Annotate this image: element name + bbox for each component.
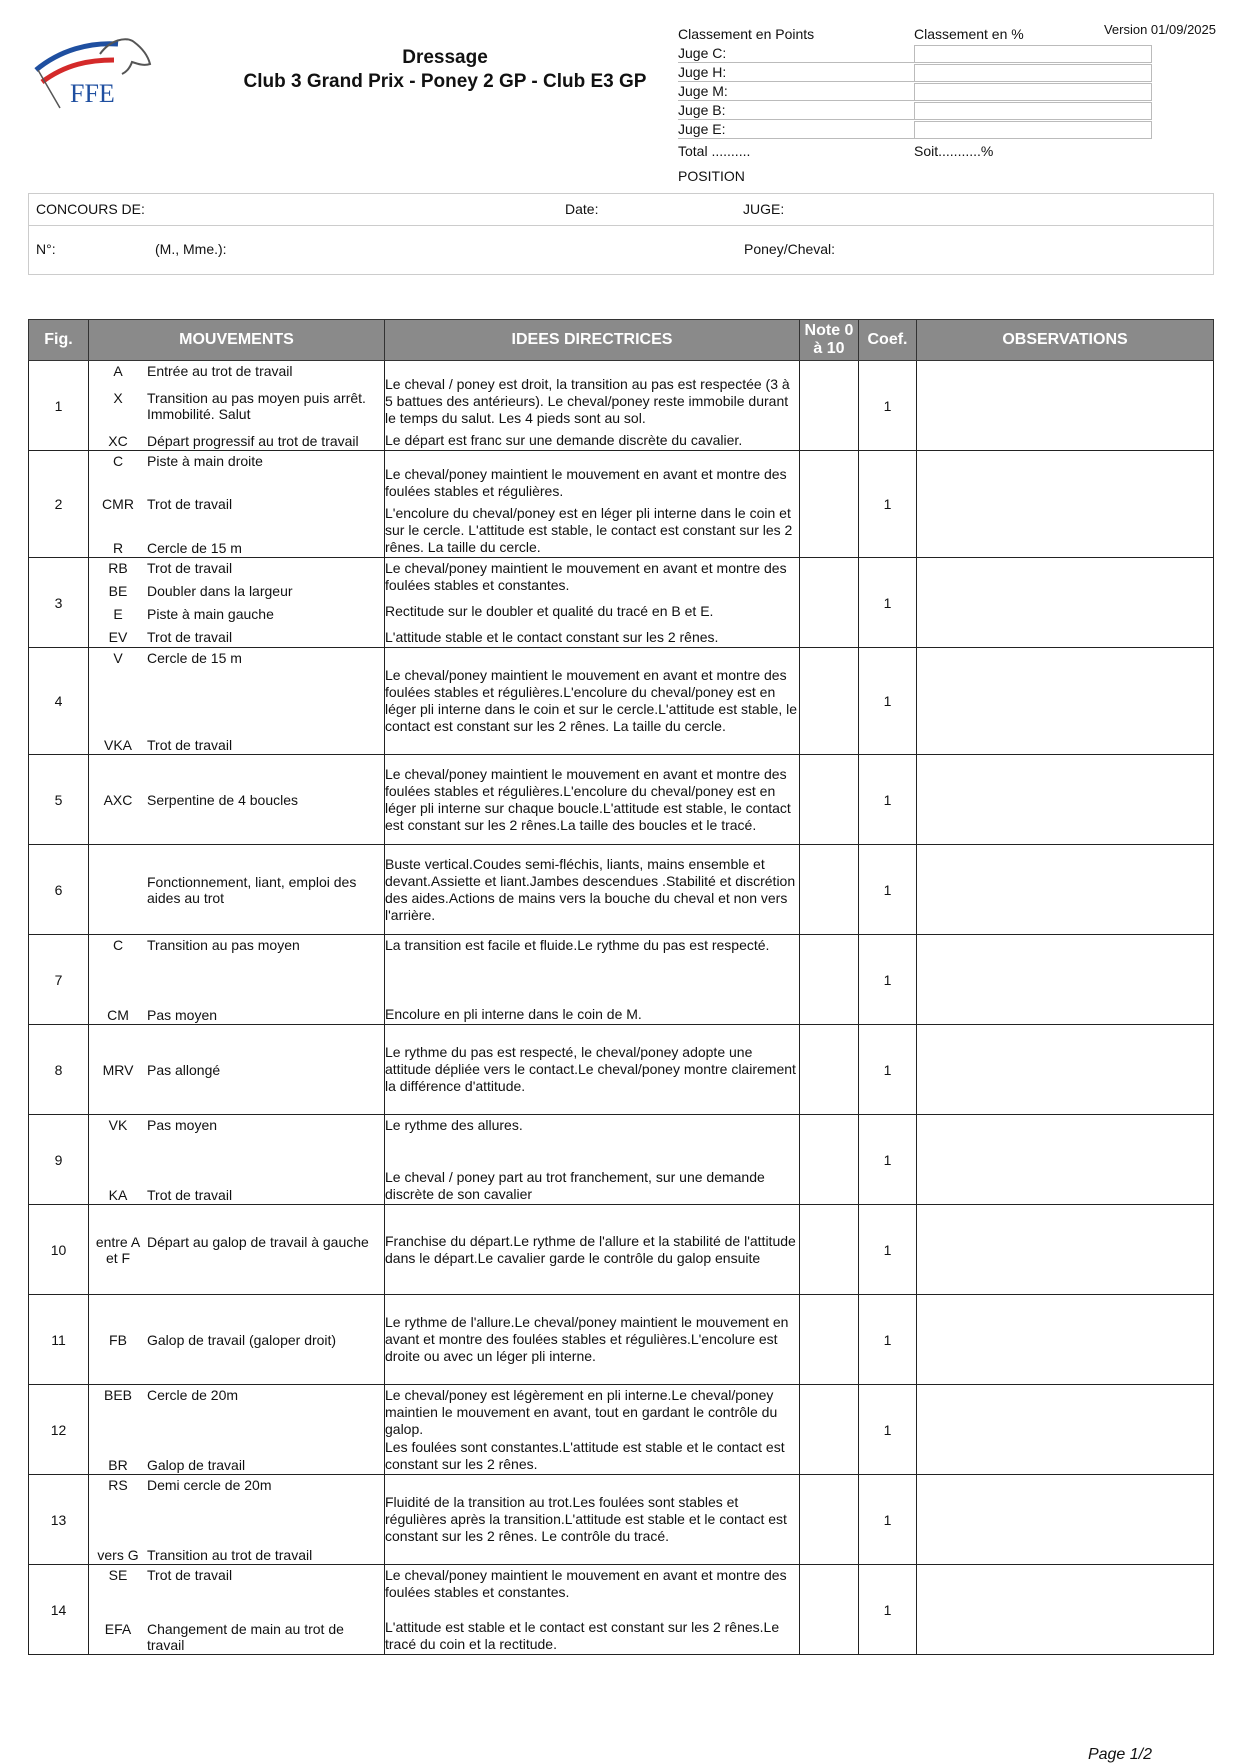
movement-line <box>89 560 384 576</box>
guidelines-cell <box>385 558 800 648</box>
guideline-text: La transition est facile et fluide.Le rythme du pas est respecté. <box>385 936 770 953</box>
arena-letters: EV <box>108 629 128 646</box>
figure-number: 9 <box>29 1115 89 1205</box>
figure-number: 7 <box>29 935 89 1025</box>
score-sheet-table <box>28 319 1214 1655</box>
arena-letters: E <box>113 606 123 623</box>
arena-letters: BE <box>108 582 128 599</box>
judge-row <box>678 44 1154 62</box>
guidelines-cell <box>385 1475 800 1565</box>
judge-percent-field[interactable] <box>914 121 1152 139</box>
note-field[interactable] <box>800 361 859 451</box>
guideline-text: Le cheval / poney part au trot franchement, sur une demande discrète de son cavalier <box>385 1168 765 1202</box>
arena-letters: C <box>112 936 124 953</box>
fig-header: Fig. <box>29 320 89 361</box>
coefficient: 1 <box>859 1565 917 1655</box>
movement-text: Cercle de 15 m <box>147 539 242 556</box>
table-row <box>29 1025 1214 1115</box>
movement-text: Changement de main au trot de travail <box>147 1620 344 1653</box>
movements-cell <box>89 1025 385 1115</box>
judge-row <box>678 63 1154 81</box>
movement-text: Piste à main droite <box>147 452 263 469</box>
arena-letters: V <box>113 649 123 666</box>
movement-text: Trot de travail <box>147 496 233 512</box>
movement-line <box>89 1477 384 1493</box>
coefficient: 1 <box>859 1115 917 1205</box>
judge-percent-field[interactable] <box>914 102 1152 120</box>
arena-letters: A <box>113 362 123 379</box>
figure-number: 10 <box>29 1205 89 1295</box>
guideline-text: Le cheval/poney maintient le mouvement en avant et montre des foulées stables et constantes. <box>385 1566 787 1600</box>
movement-text: Entrée au trot de travail <box>147 362 293 379</box>
guideline-text: L'attitude stable et le contact constant sur les 2 rênes. <box>385 628 719 645</box>
horse-logo-icon <box>30 30 160 110</box>
movements-cell <box>89 1565 385 1655</box>
title-discipline: Dressage <box>402 47 488 68</box>
arena-letters: vers G <box>97 1546 139 1563</box>
guideline-text: Le cheval/poney maintient le mouvement en avant et montre des foulées stables et régulières.L'encolure du cheval/poney est en léger pli interne sur chaque boucle.L'attitude est stable, le contact est constant sur les 2 rênes.La taille des boucles et le tracé. <box>385 765 791 833</box>
movement-line <box>89 1332 384 1348</box>
arena-letters: MRV <box>102 1061 134 1078</box>
rider-label: (M., Mme.): <box>155 241 227 257</box>
coefficient: 1 <box>859 558 917 648</box>
guidelines-cell <box>385 361 800 451</box>
table-row <box>29 1115 1214 1205</box>
arena-letters: CM <box>107 1006 129 1023</box>
judge-row <box>678 82 1154 100</box>
table-row <box>29 935 1214 1025</box>
table-row <box>29 845 1214 935</box>
movement-text: Transition au pas moyen puis arrêt. Immobilité. Salut <box>147 389 366 422</box>
movement-line <box>89 1062 384 1078</box>
coefficient: 1 <box>859 648 917 755</box>
observations-field[interactable] <box>917 1295 1214 1385</box>
movements-cell <box>89 1205 385 1295</box>
movement-line <box>89 1187 384 1203</box>
judge-percent-field[interactable] <box>914 64 1152 82</box>
movement-text: Transition au pas moyen <box>147 936 300 953</box>
movement-text: Demi cercle de 20m <box>147 1476 272 1493</box>
movement-text: Départ progressif au trot de travail <box>147 432 359 449</box>
arena-letters <box>89 874 147 906</box>
movement-text: Cercle de 20m <box>147 1386 239 1403</box>
figure-number: 1 <box>29 361 89 451</box>
guideline-text: Les foulées sont constantes.L'attitude est stable et le contact est constant sur les 2 rênes. <box>385 1438 785 1472</box>
judge-row <box>678 120 1154 138</box>
movement-text: Cercle de 15 m <box>147 649 242 666</box>
movement-text: Serpentine de 4 boucles <box>147 791 298 808</box>
figure-number: 14 <box>29 1565 89 1655</box>
guideline-text: Le cheval/poney maintient le mouvement en avant et montre des foulées stables et régulières.L'encolure du cheval/poney est en léger pli interne dans le coin et sur le cercle.L'attitude est stable, le contact est constant sur les 2 rênes. La taille du cercle. <box>385 667 798 734</box>
coefficient: 1 <box>859 755 917 845</box>
note-header: Note 0 à 10 <box>800 320 859 361</box>
movement-line <box>89 606 384 622</box>
note-field[interactable] <box>800 648 859 755</box>
movements-cell <box>89 451 385 558</box>
movement-line <box>89 874 384 906</box>
arena-letters: RB <box>108 559 128 576</box>
guidelines-cell <box>385 1025 800 1115</box>
guidelines-cell <box>385 1115 800 1205</box>
figure-number: 13 <box>29 1475 89 1565</box>
movement-text: Trot de travail <box>147 1186 233 1203</box>
movements-cell <box>89 1115 385 1205</box>
observations-field[interactable] <box>917 1205 1214 1295</box>
movements-cell <box>89 1295 385 1385</box>
movement-line <box>89 390 384 422</box>
coefficient: 1 <box>859 1475 917 1565</box>
arena-letters: EFA <box>104 1620 132 1637</box>
coefficient: 1 <box>859 1205 917 1295</box>
arena-letters: BR <box>108 1456 128 1473</box>
score-summary <box>678 26 1158 186</box>
arena-letters: FB <box>109 1331 127 1348</box>
movement-line <box>89 433 384 449</box>
arena-letters: X <box>113 389 123 406</box>
observations-field[interactable] <box>917 845 1214 935</box>
guidelines-cell <box>385 1565 800 1655</box>
number-label: N°: <box>36 241 56 257</box>
guideline-text: Rectitude sur le doubler et qualité du tracé en B et E. <box>385 602 714 619</box>
arena-letters: VKA <box>103 736 132 753</box>
guidelines-cell <box>385 1385 800 1475</box>
guideline-text: Buste vertical.Coudes semi-fléchis, liants, mains ensemble et devant.Assiette et liant.Jambes descendues .Stabilité et discrétion des aides.Actions de mains vers la bouche du cheval et non vers l'arrière. <box>385 855 796 923</box>
guideline-text: Fluidité de la transition au trot.Les foulées sont stables et régulières après la transition.L'attitude est stable et le contact est constant sur les 2 rênes. Le contrôle du tracé. <box>385 1494 787 1544</box>
movement-line <box>89 1567 384 1583</box>
movement-text: Pas allongé <box>147 1061 221 1078</box>
arena-letters: XC <box>108 432 128 449</box>
guidelines-cell <box>385 845 800 935</box>
note-field[interactable] <box>800 1475 859 1565</box>
observations-field[interactable] <box>917 1385 1214 1475</box>
info-row-1 <box>29 194 1213 226</box>
guideline-text: Le rythme des allures. <box>385 1116 523 1133</box>
movement-line <box>89 363 384 379</box>
note-field[interactable] <box>800 1115 859 1205</box>
guideline-text: Le cheval / poney est droit, la transition au pas est respectée (3 à 5 battues des antérieurs). Le cheval/poney reste immobile durant le temps du salut. Les 4 pieds sont au sol. <box>385 375 790 426</box>
movement-text: Transition au trot de travail <box>147 1546 313 1563</box>
table-header-row <box>29 320 1214 361</box>
coefficient: 1 <box>859 845 917 935</box>
movement-text: Doubler dans la largeur <box>147 582 293 599</box>
figure-number: 12 <box>29 1385 89 1475</box>
figure-number: 11 <box>29 1295 89 1385</box>
observations-field[interactable] <box>917 1565 1214 1655</box>
figure-number: 6 <box>29 845 89 935</box>
coefficient: 1 <box>859 451 917 558</box>
guidelines-cell <box>385 755 800 845</box>
page-number: Page 1/2 <box>1087 1746 1152 1763</box>
horse-label: Poney/Cheval: <box>744 241 836 257</box>
judge-row <box>678 101 1154 119</box>
arena-letters: BEB <box>103 1386 132 1403</box>
movement-text: Piste à main gauche <box>147 606 274 623</box>
guideline-text <box>385 363 799 371</box>
figure-number: 5 <box>29 755 89 845</box>
test-title <box>210 46 680 94</box>
note-field[interactable] <box>800 1385 859 1475</box>
coefficient: 1 <box>859 1385 917 1475</box>
note-field[interactable] <box>800 755 859 845</box>
guidelines-cell <box>385 1205 800 1295</box>
movement-line <box>89 1007 384 1023</box>
movement-line <box>89 937 384 953</box>
note-field[interactable] <box>800 845 859 935</box>
movement-line <box>89 540 384 556</box>
movements-cell <box>89 648 385 755</box>
movement-line <box>89 650 384 666</box>
note-field[interactable] <box>800 451 859 558</box>
arena-letters: R <box>112 539 124 556</box>
figure-number: 4 <box>29 648 89 755</box>
table-row <box>29 1565 1214 1655</box>
judge-label: JUGE: <box>743 201 785 217</box>
observations-field[interactable] <box>917 361 1214 451</box>
movement-text: Trot de travail <box>147 629 233 646</box>
coefficient: 1 <box>859 1295 917 1385</box>
version-label: Version 01/09/2025 <box>1103 22 1216 37</box>
movement-text: Pas moyen <box>147 1116 218 1133</box>
note-field[interactable] <box>800 1295 859 1385</box>
competition-info <box>28 193 1214 275</box>
title-levels: Club 3 Grand Prix - Poney 2 GP - Club E3 GP <box>243 71 647 92</box>
table-row <box>29 648 1214 755</box>
table-row <box>29 1475 1214 1565</box>
guideline-text: Le départ est franc sur une demande discrète du cavalier. <box>385 431 743 448</box>
movements-cell <box>89 1475 385 1565</box>
points-header: Classement en Points <box>678 26 815 42</box>
movements-cell <box>89 755 385 845</box>
guideline-text: Le rythme du pas est respecté, le cheval/poney adopte une attitude dépliée vers le contact.Le cheval/poney montre clairement la différence d'attitude. <box>385 1044 796 1094</box>
guidelines-cell <box>385 648 800 755</box>
arena-letters: C <box>112 452 124 469</box>
arena-letters: KA <box>108 1186 128 1203</box>
guideline-text: Le rythme de l'allure.Le cheval/poney maintient le mouvement en avant et montre des foulées stables et régulières.L'encolure est droite ou avec un léger pli interne. <box>385 1314 789 1364</box>
coefficient: 1 <box>859 1025 917 1115</box>
table-row <box>29 1205 1214 1295</box>
percent-header: Classement en % <box>914 26 1024 42</box>
note-field[interactable] <box>800 1025 859 1115</box>
svg-text:FFE: FFE <box>70 79 115 108</box>
arena-letters: RS <box>108 1476 128 1493</box>
movement-line <box>89 496 384 512</box>
table-row <box>29 1385 1214 1475</box>
movement-text: Trot de travail <box>147 559 233 576</box>
judge-label: Juge B: <box>678 102 914 120</box>
table-row <box>29 1295 1214 1385</box>
observations-field[interactable] <box>917 648 1214 755</box>
movements-cell <box>89 361 385 451</box>
note-field[interactable] <box>800 1565 859 1655</box>
table-row <box>29 361 1214 451</box>
guideline-text: Franchise du départ.Le rythme de l'allure et la stabilité de l'attitude dans le départ.Le cavalier garde le contrôle du galop ensuite <box>385 1232 796 1266</box>
observations-field[interactable] <box>917 1025 1214 1115</box>
guideline-text: L'encolure du cheval/poney est en léger pli interne dans le coin et sur le cercle. L'attitude est stable, le contact est constant sur les 2 rênes. La taille du cercle. <box>385 504 793 555</box>
observations-field[interactable] <box>917 1115 1214 1205</box>
movement-line <box>89 1457 384 1473</box>
arena-letters: VK <box>108 1116 128 1133</box>
guidelines-cell <box>385 1295 800 1385</box>
note-field[interactable] <box>800 558 859 648</box>
percent-total-label: Soit...........% <box>914 143 994 159</box>
movements-cell <box>89 935 385 1025</box>
position-label: POSITION <box>678 168 745 184</box>
figure-number: 3 <box>29 558 89 648</box>
arena-letters: SE <box>108 1566 128 1583</box>
observations-header: OBSERVATIONS <box>917 320 1214 361</box>
observations-field[interactable] <box>917 935 1214 1025</box>
judge-label: Juge M: <box>678 83 914 101</box>
observations-field[interactable] <box>917 1475 1214 1565</box>
guideline-text <box>385 453 799 461</box>
figure-number: 8 <box>29 1025 89 1115</box>
judge-label: Juge H: <box>678 64 914 82</box>
movement-line <box>89 1234 384 1266</box>
guideline-text: Le cheval/poney maintient le mouvement en avant et montre des foulées stables et constantes. <box>385 559 787 593</box>
guideline-text: Le cheval/poney est légèrement en pli interne.Le cheval/poney maintien le mouvement en avant, tout en gardant le contrôle du galop. <box>385 1386 778 1437</box>
movement-text: Galop de travail <box>147 1456 246 1473</box>
movement-text: Pas moyen <box>147 1006 218 1023</box>
coefficient: 1 <box>859 935 917 1025</box>
date-label: Date: <box>565 201 599 217</box>
arena-letters: entre A et F <box>95 1233 141 1266</box>
concours-label: CONCOURS DE: <box>36 201 145 217</box>
observations-field[interactable] <box>917 451 1214 558</box>
movement-text: Trot de travail <box>147 736 233 753</box>
movements-cell <box>89 845 385 935</box>
judge-percent-field[interactable] <box>914 45 1152 63</box>
guideline-text: Encolure en pli interne dans le coin de M. <box>385 1005 642 1022</box>
movement-line <box>89 1117 384 1133</box>
movement-line <box>89 1547 384 1563</box>
total-label: Total .......... <box>678 143 751 159</box>
ffe-logo <box>30 30 160 110</box>
movements-cell <box>89 1385 385 1475</box>
guideline-text: Le cheval/poney maintient le mouvement en avant et montre des foulées stables et régulières. <box>385 465 787 499</box>
observations-field[interactable] <box>917 755 1214 845</box>
movement-line <box>89 792 384 808</box>
arena-letters: CMR <box>102 496 134 512</box>
coef-header: Coef. <box>859 320 917 361</box>
coefficient: 1 <box>859 361 917 451</box>
movement-text: Trot de travail <box>147 1566 233 1583</box>
movement-line <box>89 1621 384 1653</box>
judge-label: Juge C: <box>678 45 914 63</box>
movement-line <box>89 1387 384 1403</box>
table-row <box>29 558 1214 648</box>
movement-line <box>89 737 384 753</box>
table-row <box>29 451 1214 558</box>
movement-text: Fonctionnement, liant, emploi des aides au trot <box>147 873 357 906</box>
observations-field[interactable] <box>917 558 1214 648</box>
movements-header: MOUVEMENTS <box>89 320 385 361</box>
note-field[interactable] <box>800 935 859 1025</box>
judge-percent-field[interactable] <box>914 83 1152 101</box>
guidelines-cell <box>385 935 800 1025</box>
ideas-header: IDEES DIRECTRICES <box>385 320 800 361</box>
figure-number: 2 <box>29 451 89 558</box>
arena-letters: AXC <box>103 791 133 808</box>
movement-line <box>89 583 384 599</box>
movement-text: Galop de travail (galoper droit) <box>147 1331 337 1348</box>
movement-text: Départ au galop de travail à gauche <box>147 1233 369 1250</box>
movements-cell <box>89 558 385 648</box>
judge-label: Juge E: <box>678 121 914 139</box>
note-field[interactable] <box>800 1205 859 1295</box>
table-row <box>29 755 1214 845</box>
guidelines-cell <box>385 451 800 558</box>
guideline-text: L'attitude est stable et le contact est constant sur les 2 rênes.Le tracé du coin et la rectitude. <box>385 1618 780 1652</box>
movement-line <box>89 453 384 469</box>
movement-line <box>89 629 384 645</box>
